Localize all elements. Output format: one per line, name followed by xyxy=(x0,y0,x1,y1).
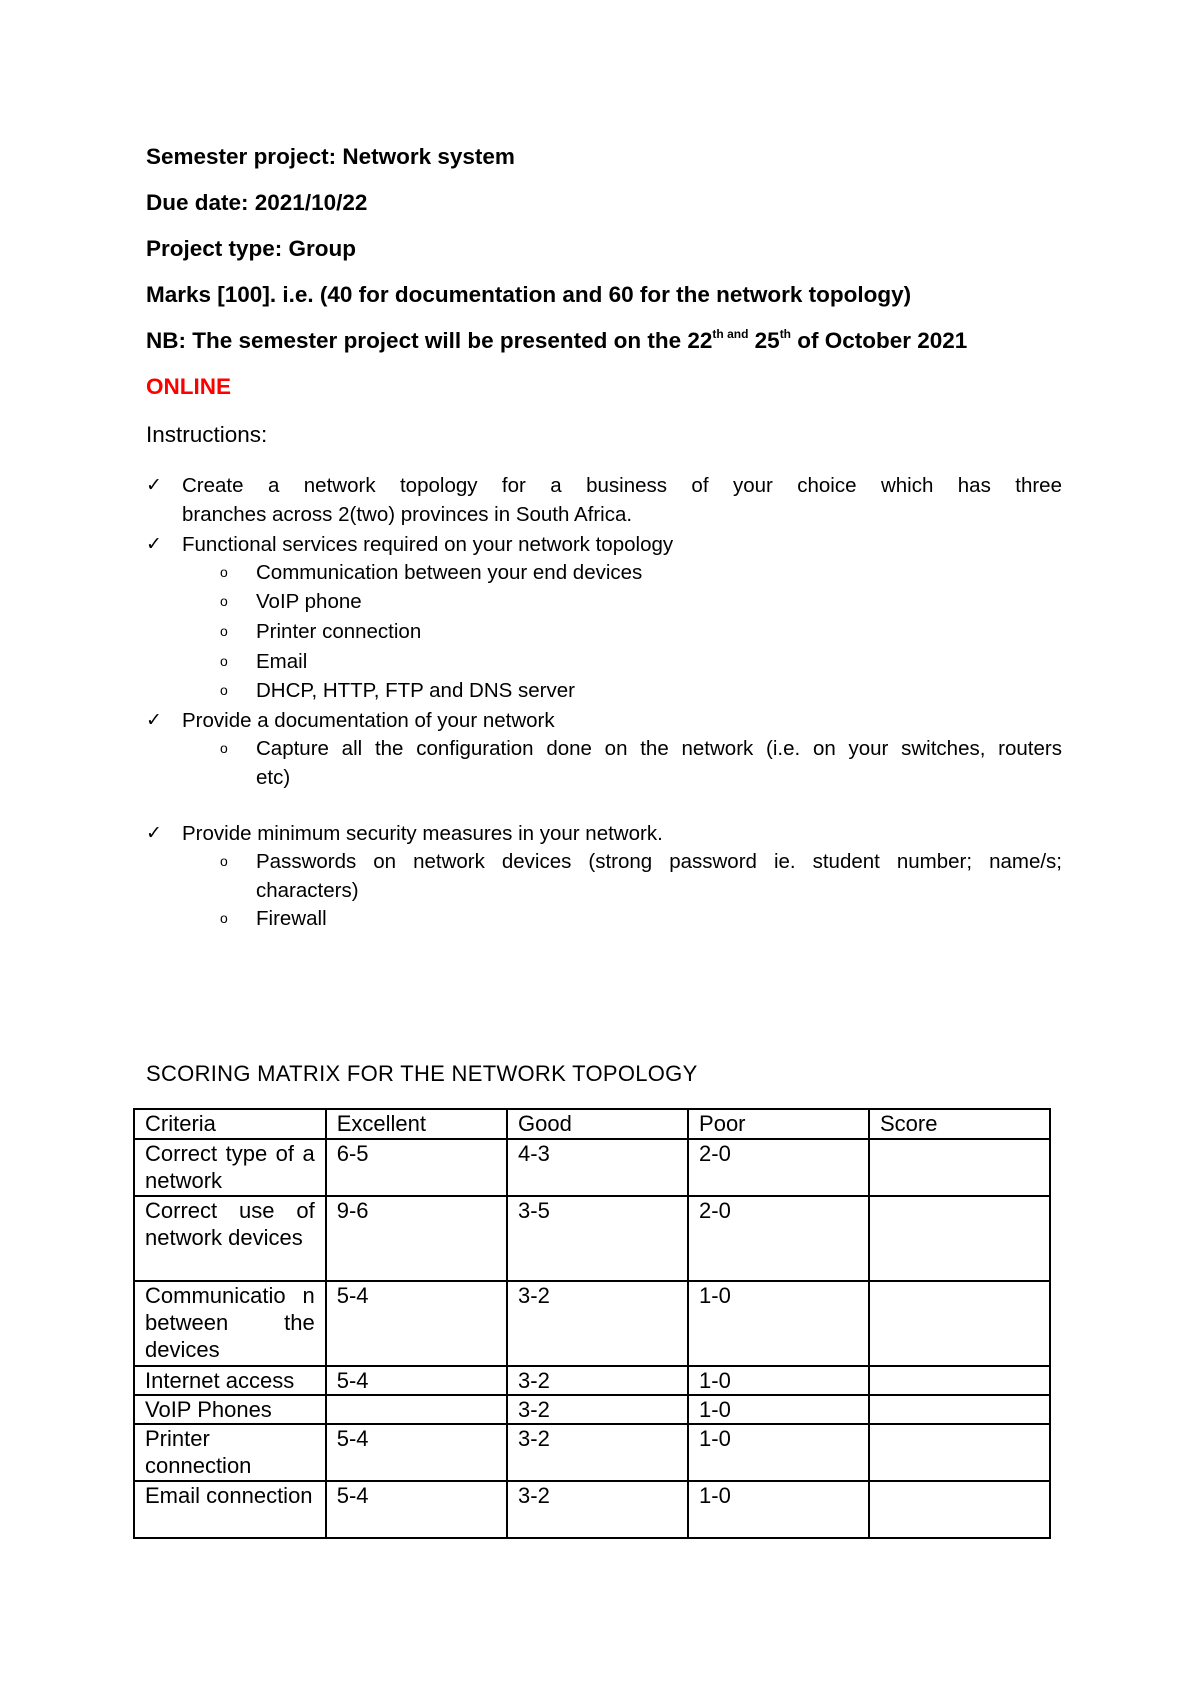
matrix-title: SCORING MATRIX FOR THE NETWORK TOPOLOGY xyxy=(146,1061,698,1086)
nb-suffix: of October 2021 xyxy=(791,328,968,353)
poor-cell: 1-0 xyxy=(688,1281,869,1366)
check-icon: ✓ xyxy=(146,823,162,844)
poor-cell: 1-0 xyxy=(688,1424,869,1481)
online-label: ONLINE xyxy=(146,374,232,399)
score-cell xyxy=(869,1481,1050,1538)
item1-line1: Create a network topology for a business of your choice which has three xyxy=(182,474,1062,497)
bullet-icon: o xyxy=(220,853,228,869)
excellent-cell: 5-4 xyxy=(326,1366,507,1395)
item4-sub1-line1: Passwords on network devices (strong password ie. student number; name/s; xyxy=(256,850,1062,873)
criteria-cell: Printer connection xyxy=(134,1424,326,1481)
excellent-cell: 6-5 xyxy=(326,1139,507,1196)
poor-cell: 1-0 xyxy=(688,1395,869,1424)
criteria-cell: Email connection xyxy=(134,1481,326,1538)
poor-cell: 1-0 xyxy=(688,1481,869,1538)
bullet-icon: o xyxy=(220,623,228,639)
table-row xyxy=(134,1481,1050,1538)
project-type: Project type: Group xyxy=(146,236,357,261)
score-cell xyxy=(869,1281,1050,1366)
nb-mid: 25 xyxy=(748,328,780,353)
poor-cell: 2-0 xyxy=(688,1139,869,1196)
check-icon: ✓ xyxy=(146,475,162,496)
criteria-cell: Communicatio n between the devices xyxy=(134,1281,326,1366)
nb-prefix: NB: The semester project will be presented on the 22 xyxy=(146,328,713,353)
marks-line: Marks [100]. i.e. (40 for documentation and 60 for the network topology) xyxy=(146,282,912,307)
item3-sub-line1: Capture all the configuration done on the network (i.e. on your switches, routers xyxy=(256,737,1062,760)
score-cell xyxy=(869,1395,1050,1424)
nb-line xyxy=(146,328,967,354)
bullet-icon: o xyxy=(220,564,228,580)
header-cell: Poor xyxy=(688,1109,869,1139)
item2-text: Functional services required on your network topology xyxy=(182,533,674,556)
table-row xyxy=(134,1424,1050,1481)
sub-item-text: Communication between your end devices xyxy=(256,561,643,584)
sub-item-text: Email xyxy=(256,650,308,673)
good-cell: 3-2 xyxy=(507,1281,688,1366)
score-cell xyxy=(869,1196,1050,1281)
excellent-cell: 5-4 xyxy=(326,1281,507,1366)
item3-sub-line2: etc) xyxy=(256,766,291,789)
excellent-cell xyxy=(326,1395,507,1424)
project-title: Semester project: Network system xyxy=(146,144,515,169)
criteria-cell: Internet access xyxy=(134,1366,326,1395)
table-row xyxy=(134,1139,1050,1196)
item4-sub2: Firewall xyxy=(256,907,327,930)
table-row xyxy=(134,1366,1050,1395)
due-date: Due date: 2021/10/22 xyxy=(146,190,368,215)
score-cell xyxy=(869,1366,1050,1395)
table-header-row xyxy=(134,1109,1050,1139)
check-icon: ✓ xyxy=(146,534,162,555)
check-icon: ✓ xyxy=(146,710,162,731)
score-cell xyxy=(869,1424,1050,1481)
poor-cell: 1-0 xyxy=(688,1366,869,1395)
good-cell: 3-5 xyxy=(507,1196,688,1281)
item4-sub1-line2: characters) xyxy=(256,879,359,902)
nb-sup-2: th xyxy=(779,326,792,341)
excellent-cell: 5-4 xyxy=(326,1424,507,1481)
nb-sup-1: th and xyxy=(712,326,749,341)
bullet-icon: o xyxy=(220,653,228,669)
item4-text: Provide minimum security measures in your network. xyxy=(182,822,663,845)
item1-line2: branches across 2(two) provinces in South Africa. xyxy=(182,503,633,526)
bullet-icon: o xyxy=(220,593,228,609)
sub-item-text: Printer connection xyxy=(256,620,422,643)
table-row xyxy=(134,1395,1050,1424)
good-cell: 3-2 xyxy=(507,1424,688,1481)
table-row xyxy=(134,1281,1050,1366)
good-cell: 3-2 xyxy=(507,1481,688,1538)
criteria-cell: Correct use of network devices xyxy=(134,1196,326,1281)
good-cell: 4-3 xyxy=(507,1139,688,1196)
good-cell: 3-2 xyxy=(507,1366,688,1395)
criteria-cell: VoIP Phones xyxy=(134,1395,326,1424)
poor-cell: 2-0 xyxy=(688,1196,869,1281)
header-cell: Score xyxy=(869,1109,1050,1139)
score-cell xyxy=(869,1139,1050,1196)
good-cell: 3-2 xyxy=(507,1395,688,1424)
bullet-icon: o xyxy=(220,910,228,926)
excellent-cell: 9-6 xyxy=(326,1196,507,1281)
sub-item-text: VoIP phone xyxy=(256,590,362,613)
sub-item-text: DHCP, HTTP, FTP and DNS server xyxy=(256,679,575,702)
scoring-matrix-table xyxy=(133,1108,1051,1539)
header-cell: Good xyxy=(507,1109,688,1139)
header-cell: Excellent xyxy=(326,1109,507,1139)
bullet-icon: o xyxy=(220,682,228,698)
excellent-cell: 5-4 xyxy=(326,1481,507,1538)
table-row xyxy=(134,1196,1050,1281)
item3-text: Provide a documentation of your network xyxy=(182,709,555,732)
instructions-label: Instructions: xyxy=(146,422,268,447)
criteria-cell: Correct type of a network xyxy=(134,1139,326,1196)
bullet-icon: o xyxy=(220,740,228,756)
header-cell: Criteria xyxy=(134,1109,326,1139)
